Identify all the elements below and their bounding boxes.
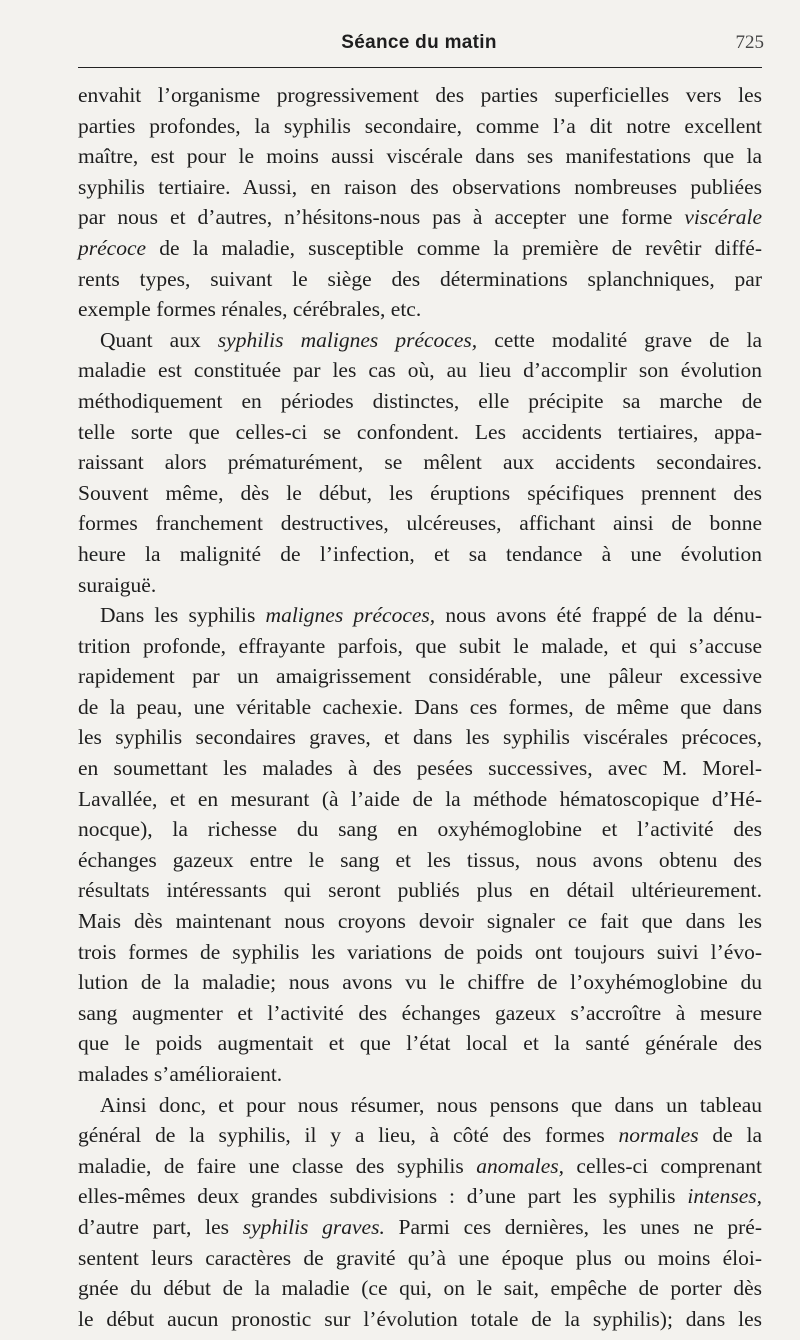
text-line <box>78 325 762 356</box>
text-run: de la <box>698 1123 762 1148</box>
text-run: maître, est pour le moins aussi viscérale dans ses manifestations que la <box>78 144 762 169</box>
header-title: Séance du matin <box>341 32 497 53</box>
italic-text: viscérale <box>684 205 762 230</box>
text-run: gnée du début de la maladie (ce qui, on le sait, empêche de porter dès <box>78 1276 762 1301</box>
italic-text: syphilis malignes précoces, <box>217 327 478 352</box>
text-line <box>78 753 762 784</box>
text-line <box>78 906 762 937</box>
text-run: général de la syphilis, il y a lieu, à côté des formes <box>78 1123 619 1148</box>
text-run: syphilis tertiaire. Aussi, en raison des observations nombreuses publiées <box>78 174 762 199</box>
text-line <box>78 1212 762 1243</box>
text-run: Quant aux <box>100 327 218 352</box>
text-line <box>78 447 762 478</box>
italic-text: intenses, <box>687 1184 762 1209</box>
text-line <box>78 1059 762 1090</box>
text-line <box>78 386 762 417</box>
text-line <box>78 233 762 264</box>
text-run: exemple formes rénales, cérébrales, etc. <box>78 297 422 322</box>
text-line <box>78 998 762 1029</box>
text-line <box>78 967 762 998</box>
text-line <box>78 814 762 845</box>
text-run: nocque), la richesse du sang en oxyhémoglobine et l’activité des <box>78 817 762 842</box>
text-run: sang augmenter et l’activité des échanges gazeux s’accroître à mesure <box>78 1000 762 1025</box>
text-run: échanges gazeux entre le sang et les tissus, nous avons obtenu des <box>78 847 762 872</box>
text-run: résultats intéressants qui seront publiés plus en détail ultérieurement. <box>78 878 762 903</box>
text-line <box>78 508 762 539</box>
text-run: cette modalité grave de la <box>477 327 762 352</box>
text-run: nous avons été frappé de la dénu- <box>435 603 762 628</box>
text-run: malades s’amélioraient. <box>78 1062 283 1086</box>
italic-text: normales <box>618 1123 699 1148</box>
page-number: 725 <box>735 32 764 53</box>
text-line <box>78 692 762 723</box>
text-run: rents types, suivant le siège des déterminations splanchniques, par <box>78 266 762 291</box>
italic-text: précoce <box>78 235 147 260</box>
text-line <box>78 937 762 968</box>
text-line <box>78 570 762 601</box>
text-run: parties profondes, la syphilis secondaire, comme l’a dit notre excellent <box>78 113 762 138</box>
text-run: envahit l’organisme progressivement des parties superficielles vers les <box>78 83 762 107</box>
text-line <box>78 1243 762 1274</box>
text-line <box>78 417 762 448</box>
text-run: méthodiquement en périodes distinctes, elle précipite sa marche de <box>78 388 762 413</box>
text-run: Parmi ces dernières, les unes ne pré- <box>384 1214 762 1239</box>
text-run: maladie, de faire une classe des syphilis <box>78 1153 477 1178</box>
text-run: Souvent même, dès le début, les éruptions spécifiques prennent des <box>78 480 762 505</box>
text-run: celles-ci comprenant <box>563 1153 762 1178</box>
running-header <box>78 30 764 60</box>
text-run: les syphilis secondaires graves, et dans les syphilis viscérales précoces, <box>78 725 762 750</box>
text-run: trois formes de syphilis les variations de poids ont toujours suivi l’évo- <box>78 939 762 964</box>
text-line <box>78 1181 762 1212</box>
text-line <box>78 80 762 111</box>
header-rule <box>78 67 762 68</box>
italic-text: anomales, <box>476 1153 564 1178</box>
text-line <box>78 1273 762 1304</box>
text-run: telle sorte que celles-ci se confondent. Les accidents tertiaires, appa- <box>78 419 762 444</box>
text-line <box>78 631 762 662</box>
text-line <box>78 141 762 172</box>
text-run: suraiguë. <box>78 572 157 597</box>
italic-text: malignes précoces, <box>265 603 436 628</box>
text-run: par nous et d’autres, n’hésitons-nous pas à accepter une forme <box>78 205 685 230</box>
text-line <box>78 355 762 386</box>
text-run: d’autre part, les <box>78 1214 243 1239</box>
text-line <box>78 172 762 203</box>
text-line <box>78 1120 762 1151</box>
text-run: Lavallée, et en mesurant (à l’aide de la méthode hématoscopique d’Hé- <box>78 786 762 811</box>
text-line <box>78 111 762 142</box>
text-run: rapidement par un amaigrissement considérable, une pâleur excessive <box>78 664 762 689</box>
text-line <box>78 1028 762 1059</box>
text-run: formes franchement destructives, ulcéreuses, affichant ainsi de bonne <box>78 511 762 536</box>
italic-text: syphilis graves. <box>242 1214 385 1239</box>
text-run: trition profonde, effrayante parfois, que subit le malade, et qui s’accuse <box>78 633 762 658</box>
text-line <box>78 722 762 753</box>
text-run: Mais dès maintenant nous croyons devoir signaler ce fait que dans les <box>78 909 762 934</box>
text-run: de la maladie, susceptible comme la première de revêtir diffé- <box>146 235 762 260</box>
text-line <box>78 1304 762 1335</box>
text-line <box>78 1090 762 1121</box>
text-run: en soumettant les malades à des pesées successives, avec M. Morel- <box>78 756 762 781</box>
text-line <box>78 294 762 325</box>
text-line <box>78 661 762 692</box>
text-line <box>78 478 762 509</box>
text-line <box>78 1151 762 1182</box>
body-text <box>78 80 762 1334</box>
text-run: raissant alors prématurément, se mêlent aux accidents secondaires. <box>78 450 762 475</box>
text-run: que le poids augmentait et que l’état local et la santé générale des <box>78 1031 762 1056</box>
text-line <box>78 539 762 570</box>
text-run: lution de la maladie; nous avons vu le chiffre de l’oxyhémoglobine du <box>78 970 762 995</box>
text-run: maladie est constituée par les cas où, au lieu d’accomplir son évolution <box>78 358 762 383</box>
text-run: sentent leurs caractères de gravité qu’à une époque plus ou moins éloi- <box>78 1245 762 1270</box>
text-run: Dans les syphilis <box>100 603 266 628</box>
text-line <box>78 875 762 906</box>
text-line <box>78 600 762 631</box>
text-run: Ainsi donc, et pour nous résumer, nous pensons que dans un tableau <box>100 1092 762 1117</box>
text-line <box>78 202 762 233</box>
text-run: le début aucun pronostic sur l’évolution totale de la syphilis); dans les <box>78 1306 762 1331</box>
text-line <box>78 784 762 815</box>
text-line <box>78 845 762 876</box>
text-run: elles-mêmes deux grandes subdivisions : d’une part les syphilis <box>78 1184 688 1209</box>
text-run: heure la malignité de l’infection, et sa tendance à une évolution <box>78 541 762 566</box>
text-line <box>78 264 762 295</box>
text-run: de la peau, une véritable cachexie. Dans ces formes, de même que dans <box>78 694 762 719</box>
